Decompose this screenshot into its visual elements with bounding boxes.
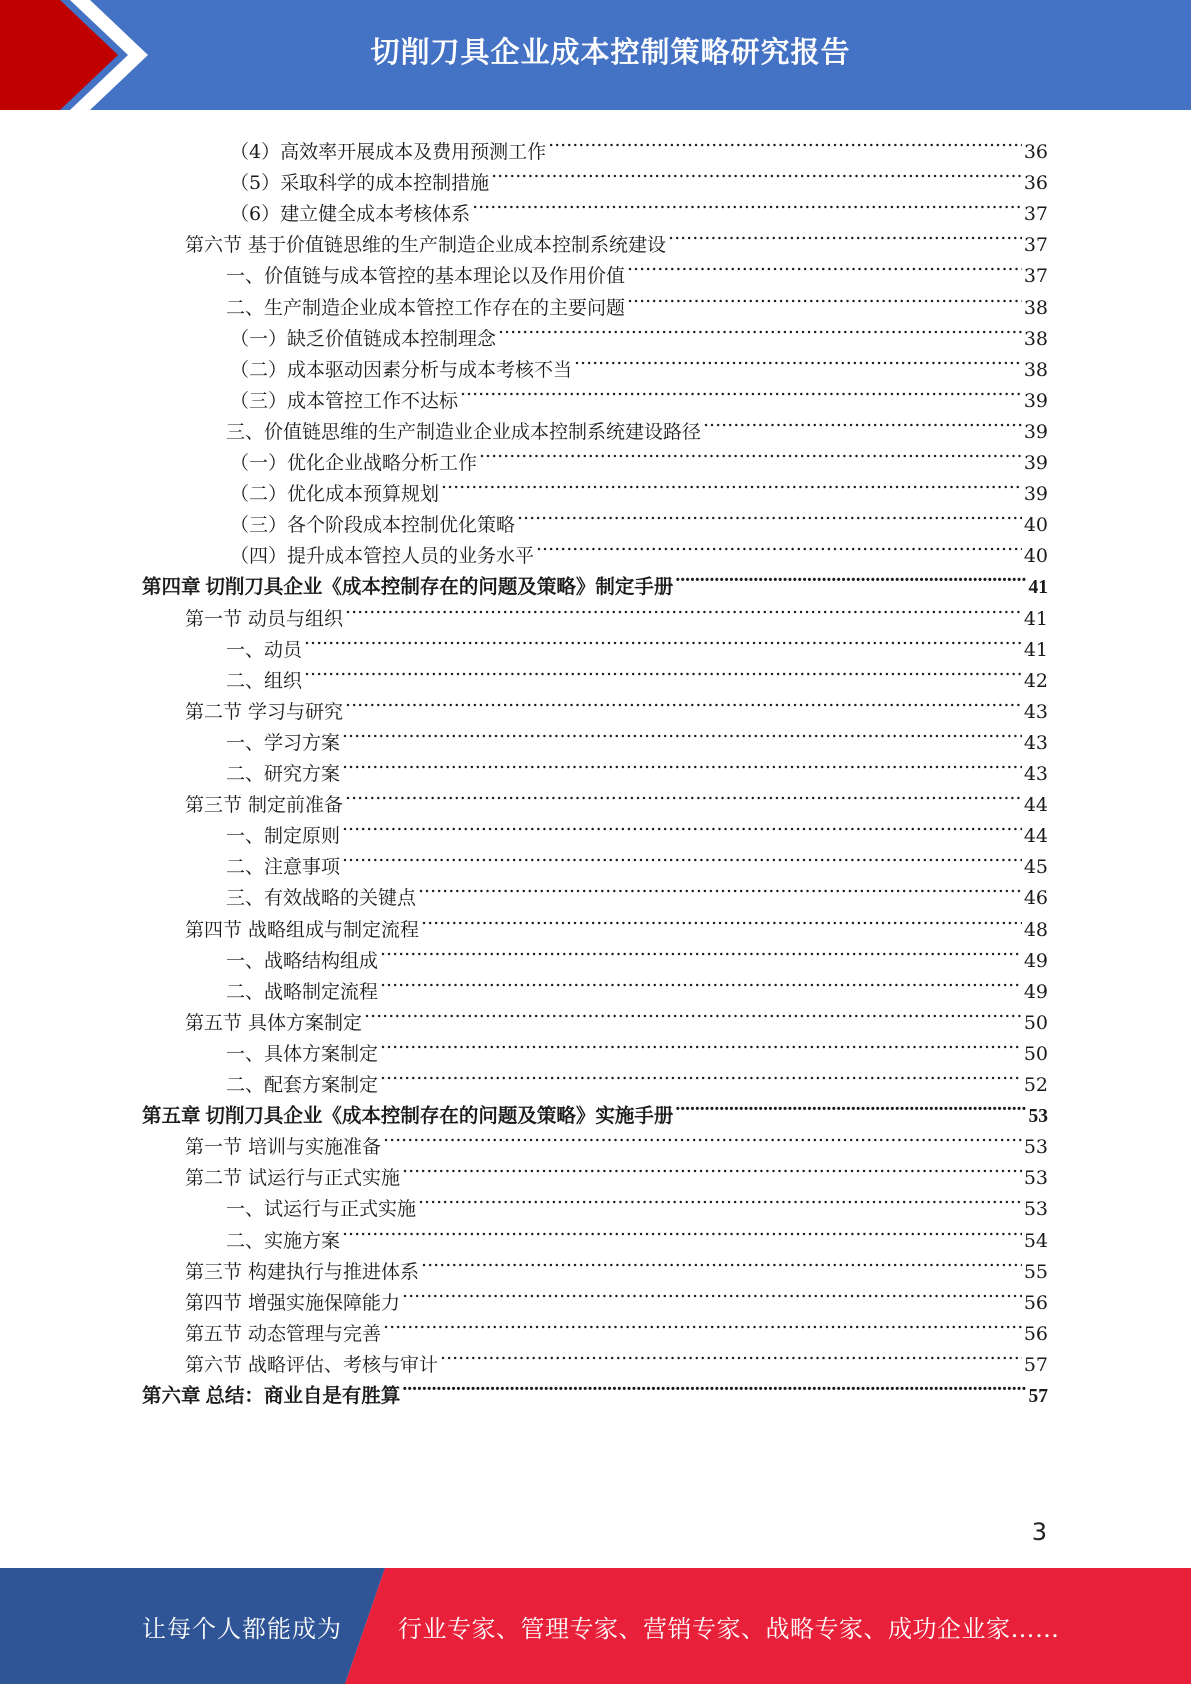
toc-entry-title: （一）缺乏价值链成本控制理念 (230, 327, 497, 350)
toc-dot-leader (536, 531, 1022, 562)
toc-entry[interactable] (185, 1309, 1048, 1345)
toc-entry[interactable] (185, 1122, 1048, 1159)
toc-dot-leader (345, 780, 1022, 811)
toc-entry-title: 一、制定原则 (226, 825, 341, 848)
toc-entry[interactable] (142, 1371, 1048, 1407)
toc-entry[interactable] (226, 967, 1048, 1003)
toc-entry-title: 三、有效战略的关键点 (226, 887, 417, 910)
toc-entry-page: 40 (1023, 545, 1048, 568)
toc-dot-leader (383, 1309, 1022, 1340)
toc-dot-leader (418, 1184, 1022, 1215)
toc-dot-leader (418, 873, 1022, 904)
toc-entry-title: 第三节 构建执行与推进体系 (185, 1260, 420, 1283)
toc-entry-title: 第四节 战略组成与制定流程 (185, 918, 420, 941)
toc-entry-title: 第四章 切削刀具企业《成本控制存在的问题及策略》制定手册 (142, 577, 674, 599)
toc-dot-leader (304, 656, 1022, 687)
toc-entry[interactable] (185, 1247, 1048, 1283)
toc-entry-title: 第五节 动态管理与完善 (185, 1322, 382, 1345)
toc-entry[interactable] (185, 687, 1048, 723)
toc-dot-leader (675, 1091, 1026, 1122)
toc-entry-page: 38 (1023, 296, 1048, 319)
toc-entry[interactable] (226, 811, 1048, 848)
toc-entry-title: （二）成本驱动因素分析与成本考核不当 (230, 358, 573, 381)
toc-entry[interactable] (226, 1184, 1048, 1221)
toc-entry-page: 49 (1023, 980, 1048, 1003)
toc-entry-title: 第五节 具体方案制定 (185, 1011, 363, 1034)
toc-entry-page: 57 (1028, 1386, 1048, 1407)
toc-entry-page: 36 (1023, 141, 1048, 163)
page-footer (0, 1568, 1191, 1684)
toc-entry-page: 54 (1023, 1229, 1048, 1252)
toc-entry-title: 二、实施方案 (226, 1229, 341, 1252)
toc-entry-page: 39 (1023, 420, 1048, 443)
toc-entry[interactable] (230, 158, 1048, 195)
toc-dot-leader (304, 625, 1022, 656)
toc-entry-title: 第六章 总结：商业自是有胜算 (142, 1386, 401, 1407)
toc-entry-page: 41 (1023, 638, 1048, 661)
toc-entry-title: 一、学习方案 (226, 731, 341, 754)
toc-entry-page: 57 (1023, 1353, 1048, 1376)
toc-dot-leader (364, 998, 1022, 1029)
toc-dot-leader (675, 562, 1026, 593)
toc-entry-page: 39 (1023, 452, 1048, 474)
toc-dot-leader (342, 1216, 1022, 1247)
toc-entry-page: 52 (1023, 1074, 1048, 1096)
toc-entry-title: 一、价值链与成本管控的基本理论以及作用价值 (226, 265, 626, 288)
toc-entry-page: 43 (1023, 763, 1048, 785)
toc-entry-page: 49 (1023, 949, 1048, 972)
toc-entry-page: 41 (1023, 607, 1048, 630)
toc-dot-leader (460, 376, 1022, 407)
toc-dot-leader (345, 687, 1022, 718)
toc-entry-title: 一、战略结构组成 (226, 949, 379, 972)
toc-entry[interactable] (230, 314, 1048, 350)
toc-entry[interactable] (230, 469, 1048, 506)
toc-dot-leader (491, 158, 1022, 189)
toc-entry-page: 42 (1023, 669, 1048, 692)
toc-entry[interactable] (226, 718, 1048, 754)
toc-entry-title: 第三节 制定前准备 (185, 794, 344, 817)
toc-dot-leader (472, 189, 1022, 220)
toc-entry[interactable] (230, 189, 1048, 226)
toc-entry-title: 二、研究方案 (226, 763, 341, 785)
toc-entry[interactable] (230, 531, 1048, 568)
toc-entry[interactable] (142, 1091, 1048, 1128)
toc-dot-leader (342, 718, 1022, 749)
toc-entry[interactable] (226, 656, 1048, 692)
toc-dot-leader (703, 407, 1022, 438)
toc-entry-page: 44 (1023, 794, 1048, 817)
toc-entry-page: 41 (1028, 577, 1048, 599)
toc-dot-leader (402, 1278, 1022, 1309)
toc-dot-leader (627, 283, 1022, 314)
toc-entry-page: 48 (1023, 918, 1048, 941)
toc-entry[interactable] (230, 500, 1048, 537)
toc-entry[interactable] (230, 376, 1048, 412)
toc-entry-page: 53 (1023, 1167, 1048, 1190)
toc-entry-page: 50 (1023, 1042, 1048, 1065)
toc-entry[interactable] (226, 1029, 1048, 1065)
toc-entry[interactable] (185, 780, 1048, 817)
toc-entry-title: （5）采取科学的成本控制措施 (230, 172, 490, 195)
toc-entry-page: 43 (1023, 700, 1048, 723)
toc-entry-title: 二、配套方案制定 (226, 1074, 379, 1096)
toc-entry-title: 第一节 动员与组织 (185, 607, 344, 630)
toc-dot-leader (383, 1122, 1022, 1153)
toc-entry[interactable] (185, 1340, 1048, 1376)
toc-entry-title: 第一节 培训与实施准备 (185, 1136, 382, 1159)
toc-dot-leader (380, 936, 1022, 967)
toc-entry-title: （三）成本管控工作不达标 (230, 389, 459, 412)
toc-entry-title: 三、价值链思维的生产制造业企业成本控制系统建设路径 (226, 420, 702, 443)
toc-dot-leader (498, 314, 1022, 345)
toc-entry-page: 53 (1023, 1198, 1048, 1221)
toc-entry-page: 40 (1023, 514, 1048, 537)
toc-entry[interactable] (230, 345, 1048, 381)
toc-entry-title: （6）建立健全成本考核体系 (230, 203, 471, 226)
toc-entry[interactable] (230, 438, 1048, 474)
toc-dot-leader (479, 438, 1022, 469)
toc-entry[interactable] (226, 625, 1048, 661)
toc-entry-page: 56 (1023, 1322, 1048, 1345)
toc-dot-leader (380, 967, 1022, 998)
footer-slogan-left: 让每个人都能成为 (142, 1614, 342, 1643)
toc-entry[interactable] (226, 1060, 1048, 1096)
page-header (0, 0, 1191, 110)
toc-entry-page: 56 (1023, 1291, 1048, 1314)
toc-dot-leader (668, 220, 1022, 251)
toc-entry-page: 46 (1023, 887, 1048, 910)
toc-dot-leader (548, 127, 1022, 158)
toc-dot-leader (441, 469, 1022, 500)
toc-entry-page: 36 (1023, 172, 1048, 195)
toc-entry-title: 第六节 基于价值链思维的生产制造企业成本控制系统建设 (185, 234, 667, 257)
toc-entry[interactable] (226, 283, 1048, 319)
toc-entry[interactable] (226, 749, 1048, 785)
toc-entry-title: 第二节 试运行与正式实施 (185, 1167, 401, 1190)
toc-entry-title: 一、具体方案制定 (226, 1042, 379, 1065)
toc-entry-title: （一）优化企业战略分析工作 (230, 452, 478, 474)
toc-entry-page: 50 (1023, 1011, 1048, 1034)
toc-entry-title: 一、试运行与正式实施 (226, 1198, 417, 1221)
toc-dot-leader (627, 251, 1022, 282)
toc-entry[interactable] (226, 842, 1048, 879)
toc-entry-title: （三）各个阶段成本控制优化策略 (230, 514, 516, 537)
toc-dot-leader (421, 1247, 1022, 1278)
toc-entry[interactable] (185, 905, 1048, 941)
toc-entry[interactable] (226, 936, 1048, 972)
toc-entry-page: 43 (1023, 731, 1048, 754)
toc-entry-title: 第六节 战略评估、考核与审计 (185, 1353, 439, 1376)
footer-slogan-right: 行业专家、管理专家、营销专家、战略专家、成功企业家…… (398, 1614, 1060, 1643)
toc-entry-page: 53 (1028, 1106, 1048, 1128)
toc-entry[interactable] (185, 1278, 1048, 1314)
toc-dot-leader (342, 842, 1022, 873)
toc-entry[interactable] (226, 251, 1048, 288)
toc-entry-page: 53 (1023, 1136, 1048, 1159)
toc-entry-title: （二）优化成本预算规划 (230, 483, 440, 506)
toc-entry-page: 37 (1023, 265, 1048, 288)
toc-entry-title: 二、组织 (226, 669, 303, 692)
toc-entry-title: 二、注意事项 (226, 856, 341, 879)
toc-dot-leader (380, 1029, 1022, 1060)
document-title: 切削刀具企业成本控制策略研究报告 (370, 34, 851, 69)
toc-entry[interactable] (142, 562, 1048, 599)
toc-entry-title: 二、生产制造企业成本管控工作存在的主要问题 (226, 296, 626, 319)
toc-entry-page: 39 (1023, 483, 1048, 506)
toc-entry-page: 44 (1023, 825, 1048, 848)
toc-entry-page: 55 (1023, 1260, 1048, 1283)
toc-entry[interactable] (226, 1216, 1048, 1252)
toc-entry-title: （4）高效率开展成本及费用预测工作 (230, 141, 547, 163)
toc-entry-page: 38 (1023, 358, 1048, 381)
toc-entry-title: 第二节 学习与研究 (185, 700, 344, 723)
toc-entry[interactable] (185, 220, 1048, 257)
toc-dot-leader (345, 594, 1022, 625)
toc-entry[interactable] (185, 1153, 1048, 1190)
toc-entry[interactable] (226, 407, 1048, 443)
toc-entry-page: 39 (1023, 389, 1048, 412)
toc-entry[interactable] (185, 594, 1048, 630)
toc-entry-title: 第四节 增强实施保障能力 (185, 1291, 401, 1314)
toc-entry[interactable] (230, 127, 1048, 163)
toc-entry[interactable] (226, 873, 1048, 910)
toc-dot-leader (440, 1340, 1022, 1371)
toc-entry-title: （四）提升成本管控人员的业务水平 (230, 545, 535, 568)
toc-dot-leader (402, 1153, 1022, 1184)
toc-entry-page: 45 (1023, 856, 1048, 879)
toc-dot-leader (342, 811, 1022, 842)
toc-dot-leader (517, 500, 1022, 531)
toc-entry-title: 二、战略制定流程 (226, 980, 379, 1003)
toc-entry[interactable] (185, 998, 1048, 1034)
toc-dot-leader (402, 1371, 1026, 1402)
toc-dot-leader (421, 905, 1022, 936)
toc-entry-page: 37 (1023, 234, 1048, 257)
page-number: 3 (1031, 1518, 1047, 1546)
toc-dot-leader (342, 749, 1022, 780)
toc-entry-page: 37 (1023, 203, 1048, 226)
toc-entry-page: 38 (1023, 327, 1048, 350)
toc-entry-title: 一、动员 (226, 638, 303, 661)
toc-dot-leader (380, 1060, 1022, 1091)
toc-entry-title: 第五章 切削刀具企业《成本控制存在的问题及策略》实施手册 (142, 1106, 674, 1128)
toc-dot-leader (574, 345, 1022, 376)
